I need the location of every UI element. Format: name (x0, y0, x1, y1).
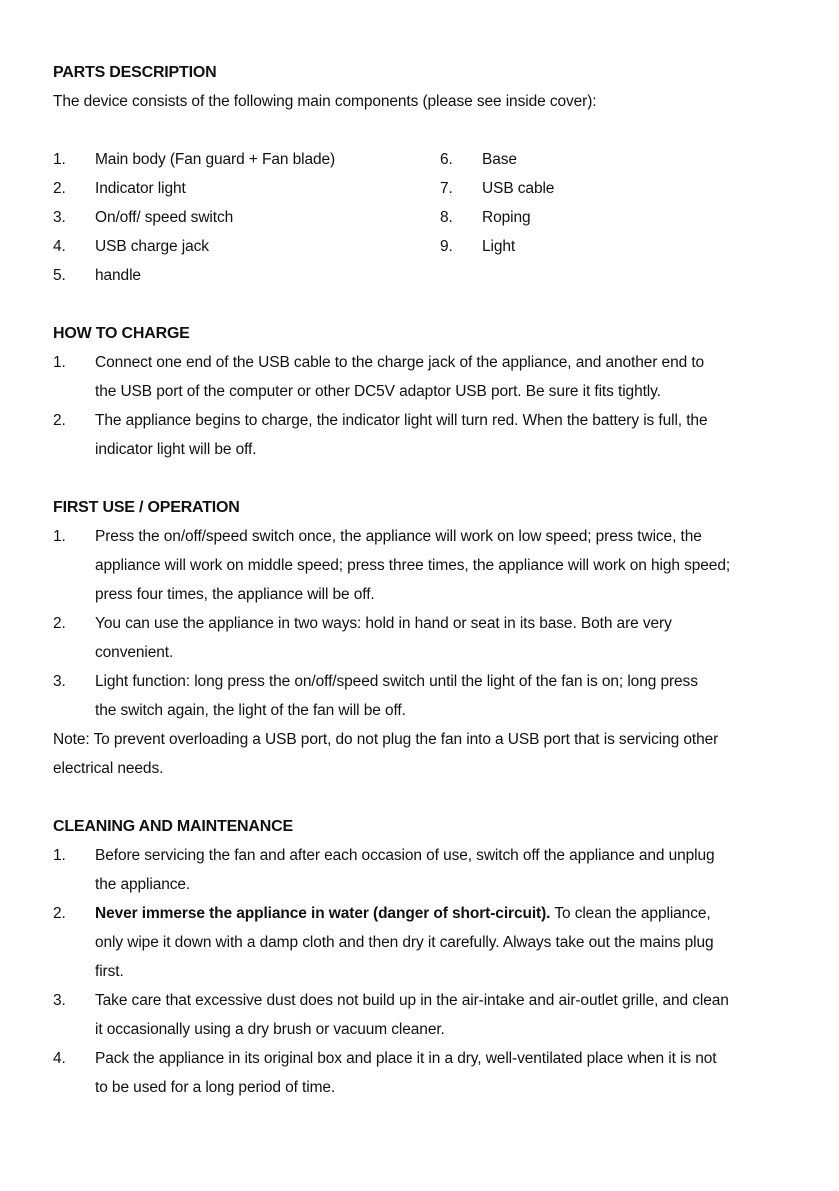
list-item: 8. Roping (440, 209, 531, 226)
list-item: 9. Light (440, 238, 516, 255)
manual-page (53, 58, 793, 1102)
operation-heading: FIRST USE / OPERATION (53, 499, 240, 516)
list-item: 6. Base (440, 151, 517, 168)
parts-list-right (440, 145, 793, 290)
list-item: 7. USB cable (440, 180, 555, 197)
warning-text: Never immerse the appliance in water (danger of short-circuit). (95, 905, 551, 922)
list-item-continuation: convenient. (95, 644, 174, 661)
list-item: 4. Pack the appliance in its original box and place it in a dry, well-ventilated place when it is not (53, 1050, 717, 1067)
list-item-continuation: the appliance. (95, 876, 191, 893)
list-item: 3. Take care that excessive dust does not build up in the air-intake and air-outlet grille, and clean (53, 992, 729, 1009)
list-item: 1. Main body (Fan guard + Fan blade) (53, 151, 336, 168)
cleaning-heading: CLEANING AND MAINTENANCE (53, 818, 293, 835)
list-item: 2. Never immerse the appliance in water (danger of short-circuit). To clean the appliance, (53, 905, 711, 922)
list-item: 2. The appliance begins to charge, the indicator light will turn red. When the battery is full, the (53, 412, 708, 429)
list-item-continuation: first. (95, 963, 124, 980)
list-item-continuation: it occasionally using a dry brush or vacuum cleaner. (95, 1021, 445, 1038)
list-item: 1. Press the on/off/speed switch once, the appliance will work on low speed; press twice, the (53, 528, 702, 545)
list-item: 2. Indicator light (53, 180, 186, 197)
charge-heading: HOW TO CHARGE (53, 325, 190, 342)
list-item-continuation: the switch again, the light of the fan will be off. (95, 702, 406, 719)
list-item-continuation: to be used for a long period of time. (95, 1079, 336, 1096)
list-item-continuation: appliance will work on middle speed; press three times, the appliance will work on high speed; (95, 557, 731, 574)
list-item: 5. handle (53, 267, 141, 284)
list-item-continuation: press four times, the appliance will be off. (95, 586, 375, 603)
list-item-continuation: only wipe it down with a damp cloth and then dry it carefully. Always take out the mains plug (95, 934, 714, 951)
list-item: 3. On/off/ speed switch (53, 209, 234, 226)
note-text-continuation: electrical needs. (53, 760, 164, 777)
list-item-continuation: the USB port of the computer or other DC5V adaptor USB port. Be sure it fits tightly. (95, 383, 661, 400)
parts-intro: The device consists of the following main components (please see inside cover): (53, 93, 597, 110)
list-item: 1. Before servicing the fan and after each occasion of use, switch off the appliance and unplug (53, 847, 715, 864)
list-item: 4. USB charge jack (53, 238, 209, 255)
list-item: 3. Light function: long press the on/off/speed switch until the light of the fan is on; long press (53, 673, 698, 690)
parts-list (53, 145, 793, 290)
list-item: 1. Connect one end of the USB cable to the charge jack of the appliance, and another end to (53, 354, 705, 371)
note-text: Note: To prevent overloading a USB port, do not plug the fan into a USB port that is servicing other (53, 731, 719, 748)
list-item: 2. You can use the appliance in two ways: hold in hand or seat in its base. Both are very (53, 615, 672, 632)
parts-heading: PARTS DESCRIPTION (53, 64, 217, 81)
list-item-continuation: indicator light will be off. (95, 441, 257, 458)
parts-list-left (53, 145, 440, 290)
